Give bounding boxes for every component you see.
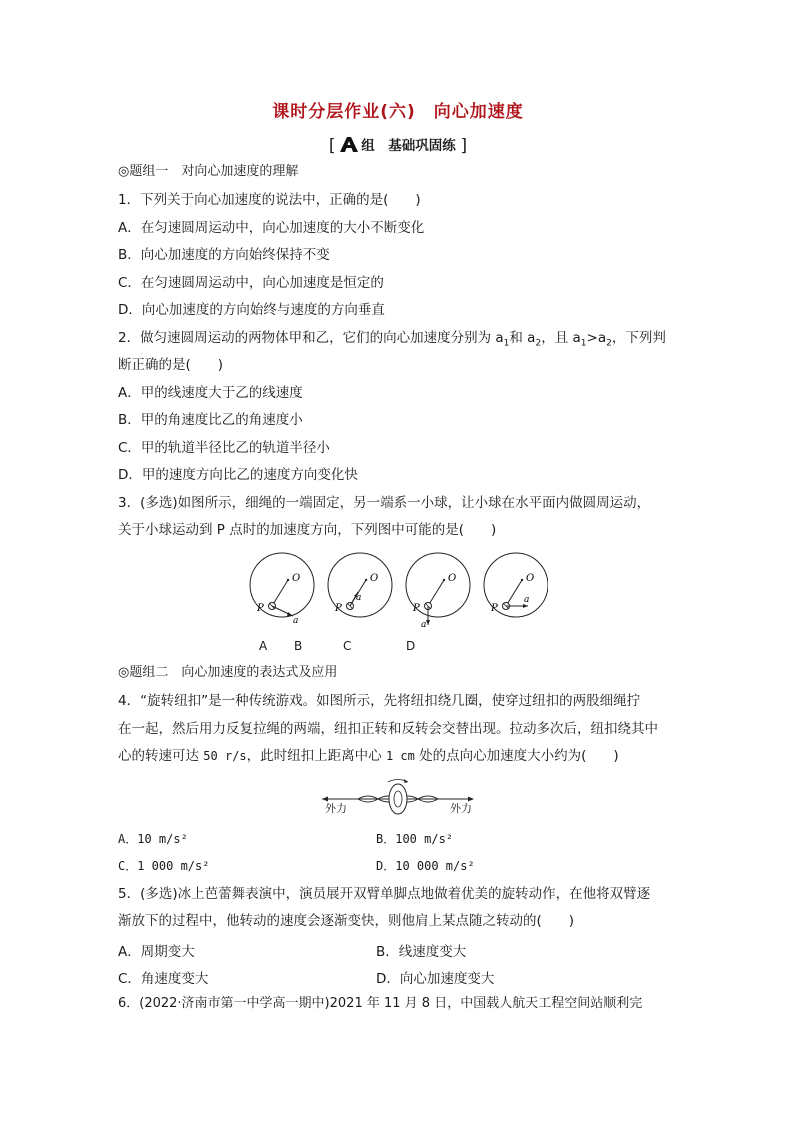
q5-option-d: D．向心加速度变大 bbox=[376, 971, 495, 987]
q3-d-label-p: P bbox=[491, 603, 498, 614]
q1-option-c: C．在匀速圆周运动中，向心加速度是恒定的 bbox=[118, 275, 384, 291]
group-label: 组 基础巩固练 bbox=[361, 138, 456, 154]
q3-fig-label-a: A bbox=[259, 639, 268, 653]
section-heading-1: ◎题组一 对向心加速度的理解 bbox=[118, 164, 299, 179]
q4-options-row2 bbox=[118, 857, 678, 875]
q3-a-label-p: P bbox=[257, 603, 264, 614]
q3-fig-label-b: B bbox=[294, 639, 303, 653]
q3-b-label-p: P bbox=[335, 603, 342, 614]
q1-stem: 1．下列关于向心加速度的说法中，正确的是( ) bbox=[118, 192, 421, 208]
group-letter-badge bbox=[340, 137, 358, 151]
q3-b-label-accel: a bbox=[356, 593, 362, 603]
page-title: 课时分层作业(六) 向心加速度 bbox=[272, 102, 524, 122]
q4-stem-line3: 心的转速可达 50 r/s，此时纽扣上距离中心 1 cm 处的点向心加速度大小约为( ) bbox=[118, 748, 619, 764]
q4-stem-line2: 在一起，然后用力反复拉绳的两端，纽扣正转和反转会交替出现。拉动多次后，纽扣绕其中 bbox=[118, 721, 658, 737]
q3-stem-line1: 3．(多选)如图所示，细绳的一端固定，另一端系一小球，让小球在水平面内做圆周运动， bbox=[118, 495, 651, 511]
group-bracket-open: [ bbox=[328, 136, 336, 156]
q3-b-label-o: O bbox=[370, 573, 379, 584]
section-heading-2: ◎题组二 向心加速度的表达式及应用 bbox=[118, 665, 338, 680]
q3-stem-line2: 关于小球运动到 P 点时的加速度方向，下列图中可能的是( ) bbox=[118, 522, 497, 538]
q5-stem-line1: 5．(多选)冰上芭蕾舞表演中，演员展开双臂单脚点地做着优美的旋转动作，在他将双臂逐 bbox=[118, 886, 651, 902]
q1-option-b: B．向心加速度的方向始终保持不变 bbox=[118, 247, 330, 263]
q4-options-row1 bbox=[118, 830, 678, 848]
q3-a-label-o: O bbox=[292, 573, 301, 584]
q3-c-label-p: P bbox=[413, 603, 420, 614]
q5-option-c: C．角速度变大 bbox=[118, 971, 209, 987]
q6-stem-line1: 6．(2022·济南市第一中学高一期中)2021 年 11 月 8 日，中国载人航天工程空间站顺利完 bbox=[118, 996, 643, 1011]
q1-option-d: D．向心加速度的方向始终与速度的方向垂直 bbox=[118, 302, 385, 318]
q5-options-row1 bbox=[118, 940, 678, 958]
q4-option-d: D．10 000 m/s² bbox=[376, 859, 475, 873]
q3-a-label-accel: a bbox=[293, 616, 299, 626]
q3-diagram-d bbox=[484, 553, 548, 617]
q2-stem-line1: 2．做匀速圆周运动的两物体甲和乙，它们的向心加速度分别为 $a_1$和 $a_2$，且 $a_1>a_2$，下列判 bbox=[118, 330, 666, 349]
q4-option-a: A．10 m/s² bbox=[118, 832, 188, 846]
q4-force-label-right: 外力 bbox=[450, 802, 472, 815]
q2-option-c: C．甲的轨道半径比乙的轨道半径小 bbox=[118, 440, 330, 456]
q3-diagram-a bbox=[250, 553, 314, 626]
q5-option-b: B．线速度变大 bbox=[376, 944, 467, 960]
q2-option-b: B．甲的角速度比乙的角速度小 bbox=[118, 412, 303, 428]
q1-option-a: A．在匀速圆周运动中，向心加速度的大小不断变化 bbox=[118, 220, 425, 236]
q3-d-label-o: O bbox=[526, 573, 535, 584]
q4-stem-line1: 4．“旋转纽扣”是一种传统游戏。如图所示，先将纽扣绕几圈，使穿过纽扣的两股细绳拧 bbox=[118, 693, 641, 709]
q3-c-label-o: O bbox=[448, 573, 457, 584]
q3-figure bbox=[248, 545, 548, 655]
q2-stem-line2: 断正确的是( ) bbox=[118, 357, 224, 373]
q4-option-b: B．100 m/s² bbox=[376, 832, 454, 846]
q3-diagram-b bbox=[328, 553, 392, 617]
q5-options-row2 bbox=[118, 967, 678, 985]
q5-option-a: A．周期变大 bbox=[118, 944, 195, 960]
q3-d-label-accel: a bbox=[524, 595, 530, 605]
q3-fig-label-d: D bbox=[406, 639, 416, 653]
q3-diagram-c bbox=[406, 553, 470, 630]
group-heading bbox=[118, 134, 678, 156]
q5-stem-line2: 渐放下的过程中，他转动的速度会逐渐变快，则他肩上某点随之转动的( ) bbox=[118, 913, 575, 929]
q3-c-label-accel: a bbox=[421, 620, 427, 630]
q2-option-d: D．甲的速度方向比乙的速度方向变化快 bbox=[118, 467, 358, 483]
q3-fig-label-c: C bbox=[343, 639, 352, 653]
q2-option-a: A．甲的线速度大于乙的线速度 bbox=[118, 385, 303, 401]
q4-force-label-left: 外力 bbox=[325, 802, 347, 815]
group-bracket-close: ] bbox=[460, 136, 468, 156]
q4-option-c: C．1 000 m/s² bbox=[118, 859, 210, 873]
